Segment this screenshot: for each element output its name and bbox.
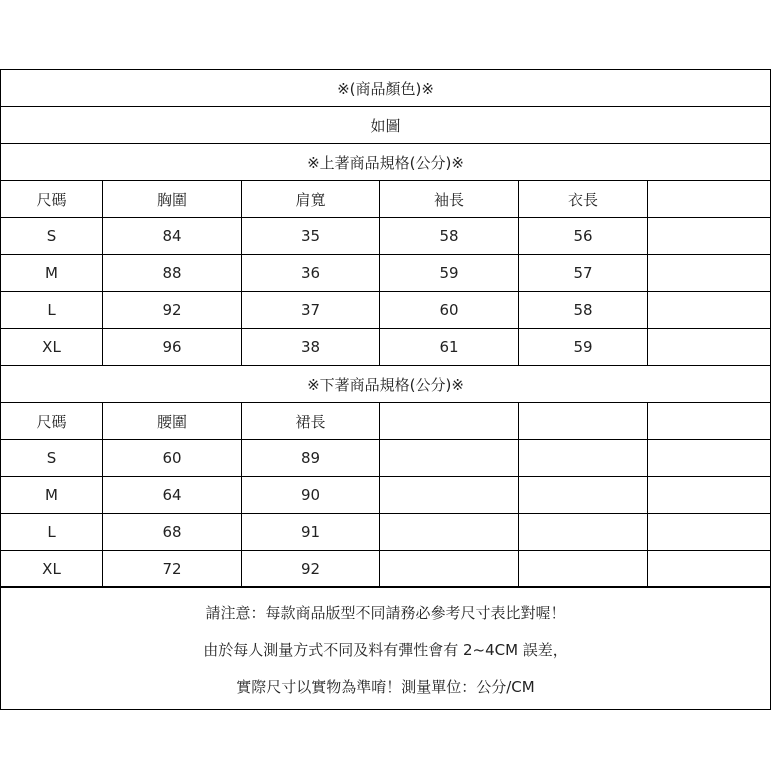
bottom-header-waist: 腰圍 xyxy=(103,403,242,439)
top-header-length: 衣長 xyxy=(519,181,648,217)
table-cell: 90 xyxy=(242,477,380,513)
bottom-header-row xyxy=(1,403,770,440)
note-line: 請注意：每款商品版型不同請務必參考尺寸表比對喔！ xyxy=(205,604,566,622)
table-cell xyxy=(648,440,770,476)
top-spec-heading: ※上著商品規格(公分)※ xyxy=(307,153,464,172)
color-value-row xyxy=(1,107,770,144)
table-cell xyxy=(648,329,770,365)
table-cell: 89 xyxy=(242,440,380,476)
table-cell: M xyxy=(1,255,103,291)
size-chart xyxy=(0,69,771,710)
note-line: 實際尺寸以實物為準唷！測量單位：公分/CM xyxy=(236,678,535,696)
bottom-header-empty xyxy=(519,403,648,439)
table-cell: 35 xyxy=(242,218,380,254)
top-header-size: 尺碼 xyxy=(1,181,103,217)
bottom-header-empty xyxy=(648,403,770,439)
table-cell: 88 xyxy=(103,255,242,291)
table-cell xyxy=(519,514,648,550)
top-spec-heading-row xyxy=(1,144,770,181)
bottom-header-empty xyxy=(380,403,519,439)
table-cell xyxy=(648,477,770,513)
table-cell: S xyxy=(1,440,103,476)
table-cell: 36 xyxy=(242,255,380,291)
table-cell xyxy=(380,551,519,586)
table-cell: 38 xyxy=(242,329,380,365)
bottom-row-l xyxy=(1,514,770,551)
table-cell: XL xyxy=(1,329,103,365)
table-cell xyxy=(648,514,770,550)
top-header-empty xyxy=(648,181,770,217)
color-heading-row xyxy=(1,70,770,107)
table-cell: 60 xyxy=(103,440,242,476)
table-cell: S xyxy=(1,218,103,254)
bottom-spec-heading-row xyxy=(1,366,770,403)
table-cell: 58 xyxy=(519,292,648,328)
table-cell xyxy=(380,440,519,476)
top-row-l xyxy=(1,292,770,329)
note-line: 由於每人測量方式不同及料有彈性會有 2~4CM 誤差， xyxy=(203,641,568,659)
bottom-spec-heading: ※下著商品規格(公分)※ xyxy=(307,375,464,394)
table-cell: L xyxy=(1,514,103,550)
bottom-row-m xyxy=(1,477,770,514)
bottom-header-skirt-length: 裙長 xyxy=(242,403,380,439)
table-cell: M xyxy=(1,477,103,513)
table-cell: 68 xyxy=(103,514,242,550)
table-cell: 96 xyxy=(103,329,242,365)
table-cell: 64 xyxy=(103,477,242,513)
top-row-m xyxy=(1,255,770,292)
table-cell: XL xyxy=(1,551,103,586)
table-cell xyxy=(519,477,648,513)
table-cell: 58 xyxy=(380,218,519,254)
table-cell: 61 xyxy=(380,329,519,365)
table-cell: 92 xyxy=(242,551,380,586)
size-notes xyxy=(1,588,770,709)
table-cell xyxy=(519,551,648,586)
bottom-row-xl xyxy=(1,551,770,588)
table-cell: 37 xyxy=(242,292,380,328)
table-cell: 59 xyxy=(380,255,519,291)
table-cell: 92 xyxy=(103,292,242,328)
table-cell: 91 xyxy=(242,514,380,550)
table-cell xyxy=(648,292,770,328)
top-row-s xyxy=(1,218,770,255)
table-cell: 56 xyxy=(519,218,648,254)
table-cell: 57 xyxy=(519,255,648,291)
table-cell: L xyxy=(1,292,103,328)
table-cell xyxy=(519,440,648,476)
table-cell xyxy=(648,255,770,291)
bottom-row-s xyxy=(1,440,770,477)
table-cell xyxy=(380,514,519,550)
table-cell: 84 xyxy=(103,218,242,254)
top-row-xl xyxy=(1,329,770,366)
top-header-shoulder: 肩寬 xyxy=(242,181,380,217)
table-cell xyxy=(380,477,519,513)
color-value: 如圖 xyxy=(370,116,401,135)
table-cell xyxy=(648,551,770,586)
top-header-row xyxy=(1,181,770,218)
table-cell xyxy=(648,218,770,254)
table-cell: 59 xyxy=(519,329,648,365)
bottom-header-size: 尺碼 xyxy=(1,403,103,439)
top-header-chest: 胸圍 xyxy=(103,181,242,217)
top-header-sleeve: 袖長 xyxy=(380,181,519,217)
color-heading: ※(商品顏色)※ xyxy=(337,79,434,98)
table-cell: 72 xyxy=(103,551,242,586)
table-cell: 60 xyxy=(380,292,519,328)
